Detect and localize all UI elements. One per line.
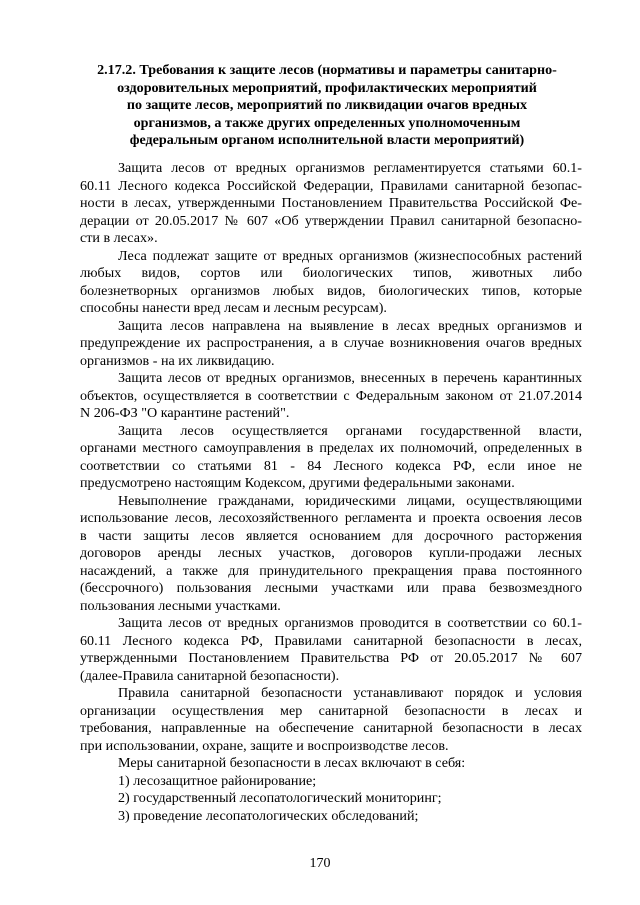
text-line: Леса подлежат защите от вредных организмов (жизнеспособных растений [118,247,582,264]
text-line: Меры санитарной безопасности в лесах включают в себя: [118,755,466,771]
text-line: использование лесов, лесохозяйственного регламента и проекта освоения лесов [80,510,582,526]
text-line: пользования лесными участками. [80,597,281,614]
text-line: дерации от 20.05.2017 № 607 «Об утверждении Правил санитарной безопасно- [80,212,582,229]
text-line: Защита лесов от вредных организмов проводится в соответствии со 60.1- [118,615,582,631]
document-body [80,160,582,825]
paragraph [80,160,582,248]
text-line: сти в лесах». [80,230,158,246]
text-line: Защита лесов от вредных организмов регламентируется статьями 60.1- [118,160,582,176]
text-line: N 206-ФЗ "О карантине растений". [80,405,290,421]
heading-line: организмов, а также других определенных уполномоченным [133,114,521,131]
text-line: Правила санитарной безопасности устанавливают порядок и условия [118,685,582,701]
text-line: (далее-Правила санитарной безопасности). [80,667,340,684]
text-line: предупреждение их распространения, а в случае возникновения очагов вредных [80,335,582,351]
text-line: Защита лесов направлена на выявление в лесах вредных организмов и [118,317,582,334]
heading-line: федеральным органом исполнительной власти мероприятий) [129,132,525,148]
text-line: Защита лесов осуществляется органами государственной власти, [118,422,582,439]
paragraph [80,318,582,371]
heading-line: по защите лесов, мероприятий по ликвидации очагов вредных [126,97,528,113]
text-line: договоров аренды лесных участков, договоров купли-продажи лесных [80,545,582,561]
text-line: органами местного самоуправления в пределах их полномочий, определенных в [80,440,582,456]
section-heading [70,62,584,150]
paragraph [80,423,582,493]
text-line: (бессрочного) пользования лесными участками или права безвозмездного [80,580,582,596]
paragraph [80,685,582,755]
measures-list [80,773,582,826]
text-line: насаждений, а также для принудительного прекращения права постоянного [80,562,582,579]
list-item: 3) проведение лесопатологических обследований; [118,807,419,824]
text-line: способны нанести вред лесам и лесным ресурсам). [80,300,387,316]
text-line: 60.11 Лесного кодекса Российской Федерации, Правилами санитарной безопас- [80,177,582,194]
text-line: объектов, осуществляется в соответствии с Федеральным законом от 21.07.2014 [80,387,582,404]
list-item: 2) государственный лесопатологический мониторинг; [118,790,442,806]
paragraph [80,755,582,773]
text-line: организации осуществления мер санитарной безопасности в лесах и [80,702,582,719]
text-line: любых видов, сортов или биологических типов, животных либо [80,265,582,281]
heading-line: 2.17.2. Требования к защите лесов (нормативы и параметры санитарно- [97,62,557,78]
paragraph [80,493,582,616]
text-line: Защита лесов от вредных организмов, внесенных в перечень карантинных [118,370,582,386]
paragraph [80,370,582,423]
text-line: 60.11 Лесного кодекса РФ, Правилами санитарной безопасности в лесах, [80,632,582,649]
page-number: 170 [309,856,331,871]
text-line: в части защиты лесов является основанием для досрочного расторжения [80,527,582,544]
text-line: организмов - на их ликвидацию. [80,352,275,369]
paragraph [80,615,582,685]
text-line: предусмотрено настоящим Кодексом, другими федеральными законами. [80,475,515,491]
list-item: 1) лесозащитное районирование; [118,772,317,789]
heading-line: оздоровительных мероприятий, профилактических мероприятий [117,79,537,96]
text-line: болезнетворных организмов любых видов, биологических типов, которые [80,282,582,299]
text-line: требования, направленные на обеспечение санитарной безопасности в лесах [80,720,582,736]
text-line: соответствии со статьями 81 - 84 Лесного кодекса РФ, если иное не [80,457,582,474]
paragraph [80,248,582,318]
text-line: Невыполнение гражданами, юридическими лицами, осуществляющими [118,492,582,509]
text-line: утвержденными Постановлением Правительства РФ от 20.05.2017 № 607 [80,650,582,666]
text-line: при использовании, охране, защите и воспроизводстве лесов. [80,737,449,754]
text-line: ности в лесах, утвержденными Постановлением Правительства Российской Фе- [80,195,582,211]
